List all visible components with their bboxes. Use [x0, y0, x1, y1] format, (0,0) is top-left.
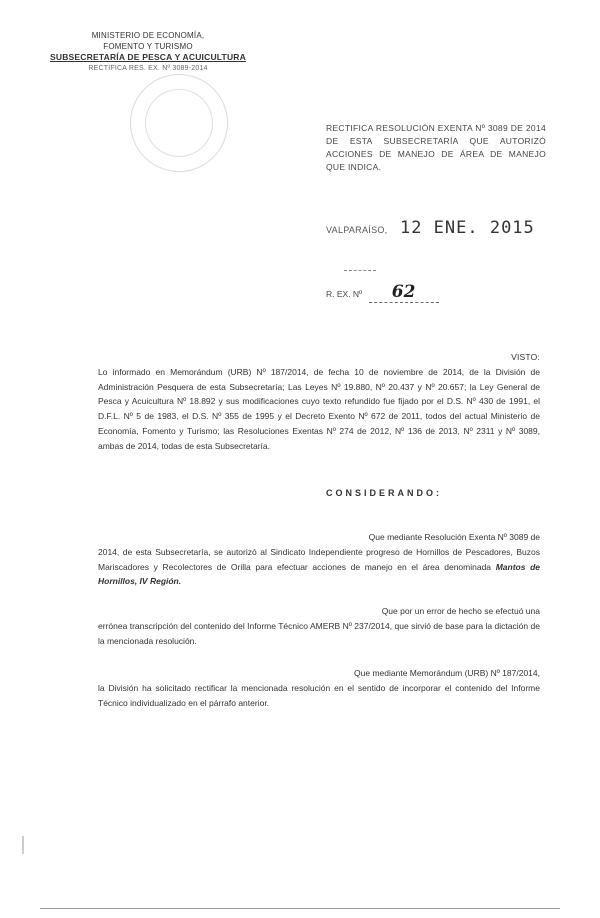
resolution-summary: RECTIFICA RESOLUCIÓN EXENTA Nº 3089 DE 2014 DE ESTA SUBSECRETARÍA QUE AUTORIZÓ ACCIONES DE MANEJO DE ÁREA DE MANEJO QUE INDICA.	[326, 123, 546, 172]
resolution-number-row	[326, 282, 439, 303]
paragraph-text: la División ha solicitado rectificar la mencionada resolución en el sentido de incorporar el contenido del Informe Técnico individualizado en el párrafo anterior.	[98, 682, 540, 708]
ministry-name-cont: FOMENTO Y TURISMO	[103, 42, 193, 51]
area-name: Mantos de Hornillos, IV Región.	[98, 561, 541, 587]
margin-mark	[22, 836, 24, 854]
paragraph-first-line: Que mediante Resolución Exenta Nº 3089 de	[368, 532, 540, 542]
bottom-rule	[40, 908, 560, 909]
seal-inner-ring	[136, 80, 222, 166]
considerando-paragraph-2	[98, 604, 540, 648]
paragraph-first-line: Que mediante Memorándum (URB) Nº 187/2014,	[354, 668, 540, 678]
resolution-number-label: R. EX. Nº	[326, 289, 363, 299]
official-seal-stamp	[117, 61, 240, 184]
reference-line: RECTIFICA RES. EX. Nº 3089-2014	[88, 65, 208, 72]
date-stamp: 12 ENE. 2015	[399, 218, 535, 238]
considerando-paragraph-3	[98, 666, 540, 710]
visto-paragraph	[98, 350, 540, 454]
handwritten-dash	[344, 270, 376, 271]
considerando-heading: CONSIDERANDO:	[326, 488, 443, 498]
ministry-name: MINISTERIO DE ECONOMÍA,	[91, 31, 205, 40]
letterhead	[48, 30, 248, 74]
visto-first-line	[98, 350, 540, 365]
subsecretaria-name: SUBSECRETARÍA DE PESCA Y ACUICULTURA	[50, 52, 246, 62]
visto-text: Lo informado en Memorándum (URB) Nº 187/2014, de fecha 10 de noviembre de 2014, de la División de Administración Pesquera de esta Subsecretaría; Las Leyes Nº 19.880, Nº 20.437 y Nº 20.657; la Ley General de Pesca y Acuicultura Nº 18.892 y sus modificaciones cuyo texto refundido fue fijado por el D.S. Nº 430 de 1991, el D.F.L. Nº 5 de 1983, el D.S. Nº 355 de 1995 y el Decreto Exento Nº 672 de 2011, todos del actual Ministerio de Economía, Fomento y Turismo; las Resoluciones Exentas Nº 274 de 2012, Nº 136 de 2013, Nº 2311 y Nº 3089, ambas de 2014, todas de esta Subsecretaría.	[98, 366, 540, 451]
paragraph-first-line: Que por un error de hecho se efectuó una	[381, 606, 540, 616]
date-place: VALPARAÍSO,	[326, 225, 388, 235]
date-row	[326, 218, 535, 238]
considerando-paragraph-1	[98, 530, 540, 589]
visto-label: VISTO:	[511, 352, 540, 362]
paragraph-text: 2014, de esta Subsecretaría, se autorizó al Sindicato Independiente progreso de Hornillos de Pescadores, Buzos Mariscadores y Recolectores de Orilla para efectuar acciones de manejo en el área denominada	[98, 546, 540, 572]
resolution-number: 62	[369, 282, 439, 303]
paragraph-text: errónea transcripción del contenido del Informe Técnico AMERB Nº 237/2014, que sirvió de base para la dictación de la mencionada resolución.	[98, 620, 540, 646]
